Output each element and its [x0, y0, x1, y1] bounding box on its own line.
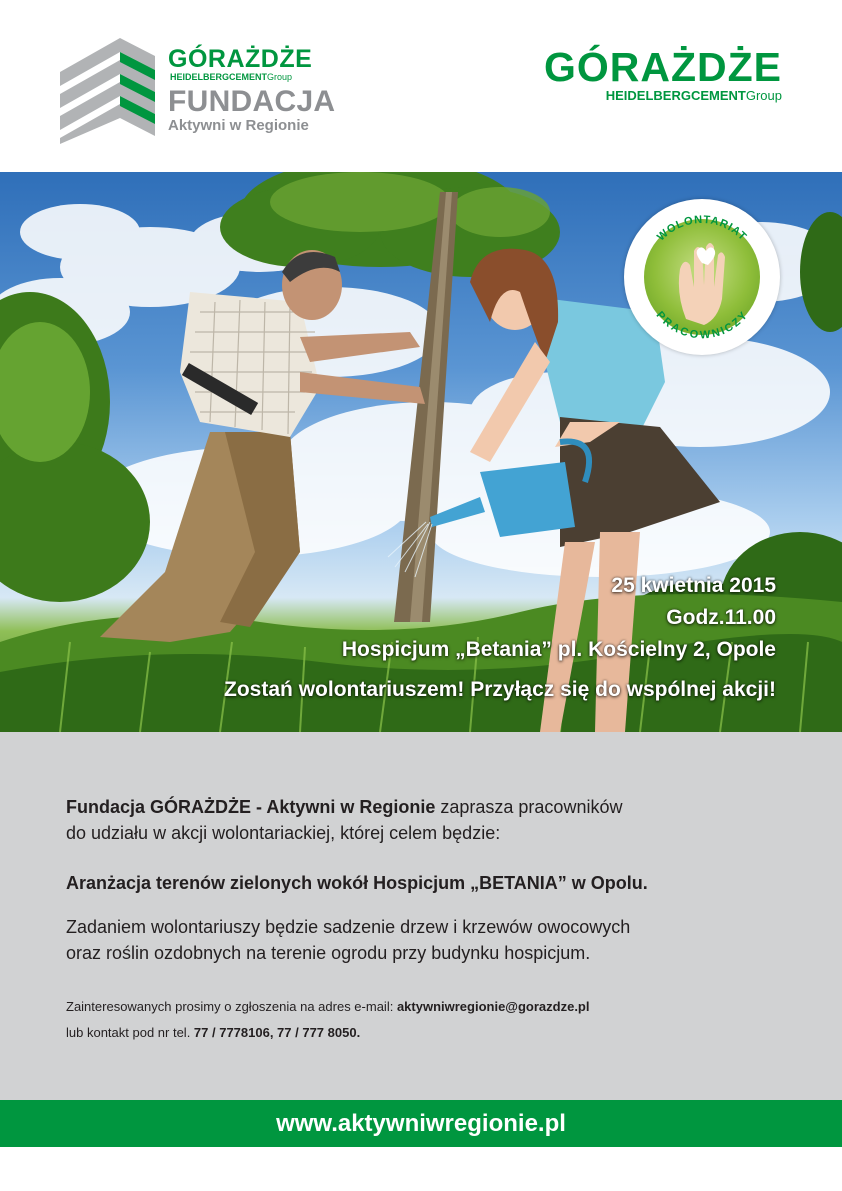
header: [0, 0, 842, 172]
group-bold: HEIDELBERGCEMENT: [170, 72, 268, 82]
goal-heading: Aranżacja terenów zielonych wokół Hospicjum „BETANIA” w Opolu.: [66, 873, 648, 893]
intro-paragraph: [66, 794, 622, 846]
call-to-action: Zostań wolontariuszem! Przyłącz się do wspólnej akcji!: [224, 678, 776, 701]
foundation-logo-text: [168, 46, 335, 134]
foundation-group-label: [170, 72, 335, 82]
group-thin: Group: [267, 72, 293, 82]
info-panel: [0, 732, 842, 1100]
badge-text-ring: [624, 199, 780, 355]
foundation-brand: GÓRAŻDŻE: [168, 45, 313, 73]
volunteering-badge: [624, 199, 780, 355]
contact-paragraph: [66, 994, 589, 1046]
event-details: [342, 570, 776, 666]
event-place: Hospicjum „Betania” pl. Kościelny 2, Opole: [341, 638, 776, 661]
badge-bottom-text: PRACOWNICZY: [653, 309, 751, 342]
event-time: Godz.11.00: [666, 606, 776, 629]
group-bold: HEIDELBERGCEMENT: [605, 88, 746, 103]
company-logo: [544, 46, 782, 103]
badge-top-text: WOLONTARIAT: [655, 213, 750, 244]
company-brand: GÓRAŻDŻE: [543, 44, 782, 90]
group-thin: Group: [745, 88, 782, 103]
foundation-title: FUNDACJA: [168, 85, 336, 118]
contact-phone-text: lub kontakt pod nr tel.: [66, 1025, 194, 1040]
contact-text: Zainteresowanych prosimy o zgłoszenia na adres e-mail:: [66, 999, 397, 1014]
task-line1: Zadaniem wolontariuszy będzie sadzenie drzew i krzewów owocowych: [66, 917, 631, 937]
intro-rest: zaprasza pracowników: [435, 797, 623, 817]
intro-foundation-name: Fundacja GÓRAŻDŻE - Aktywni w Regionie: [66, 797, 436, 817]
task-line2: oraz roślin ozdobnych na terenie ogrodu przy budynku hospicjum.: [66, 943, 591, 963]
company-group-label: [544, 88, 782, 103]
website-link[interactable]: www.aktywniwregionie.pl: [276, 1110, 566, 1137]
foundation-house-logo-icon: [60, 38, 155, 144]
task-paragraph: [66, 914, 630, 966]
foundation-subtitle: Aktywni w Regionie: [168, 117, 309, 134]
contact-phones: 77 / 7778106, 77 / 777 8050.: [193, 1025, 361, 1040]
contact-email[interactable]: aktywniwregionie@gorazdze.pl: [396, 999, 590, 1014]
event-date: 25 kwietnia 2015: [611, 574, 776, 597]
footer-bar: [0, 1100, 842, 1147]
intro-line2: do udziału w akcji wolontariackiej, której celem będzie:: [66, 823, 501, 843]
svg-text:WOLONTARIAT: [655, 214, 749, 244]
